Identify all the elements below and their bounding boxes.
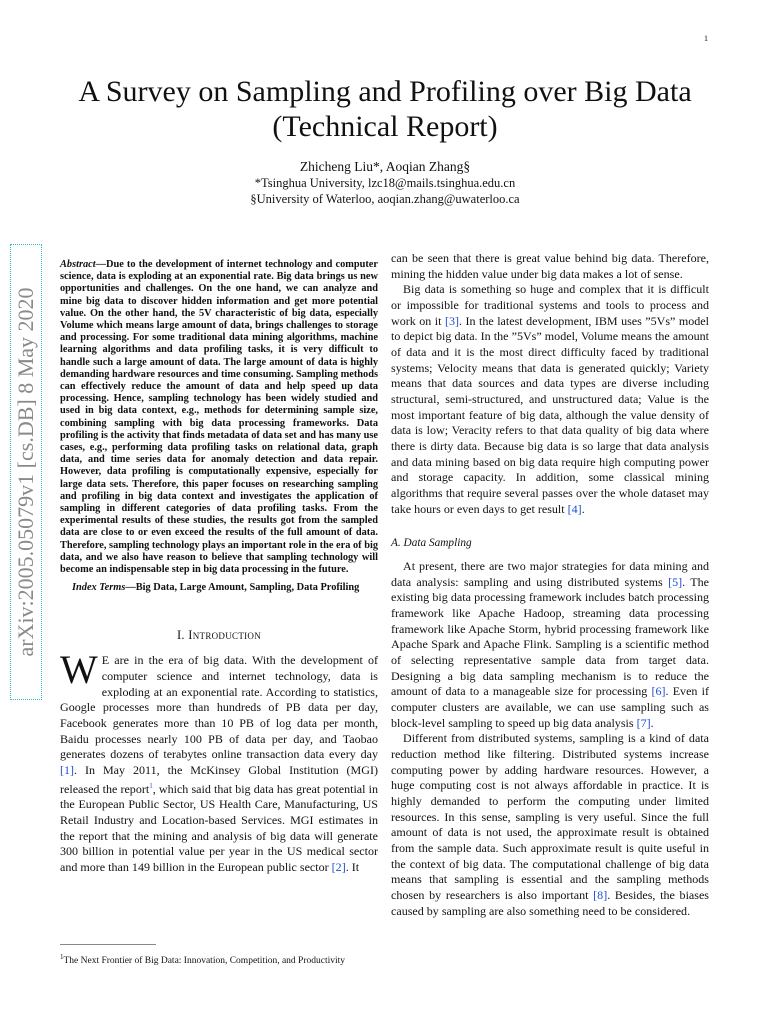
index-terms xyxy=(60,582,378,594)
arxiv-identifier: arXiv:2005.05079v1 [cs.DB] 8 May 2020 xyxy=(13,287,38,657)
affiliation-2: §University of Waterloo, aoqian.zhang@uwaterloo.ca xyxy=(250,192,520,206)
arxiv-stamp[interactable] xyxy=(10,244,42,700)
index-terms-label: Index Terms xyxy=(72,582,126,594)
intro-text-1: E are in the era of big data. With the development of computer science and internet technology, data is exploding at an exponential rate. According to statistics, Google processes more than hundreds of PB data per day, Facebook generates more than 10 PB of log data per month, Baidu processes nearly 100 PB of data per day, and Taobao generates dozens of terabytes online transaction data every day xyxy=(60,653,378,762)
sampling-text-1: At present, there are two major strategies for data mining and data analysis: sampling and using distributed systems xyxy=(391,559,709,589)
citation-link-7[interactable]: [7] xyxy=(636,715,651,730)
citation-link-4[interactable]: [4] xyxy=(567,501,582,516)
bigdata-text-3: . xyxy=(581,501,585,516)
intro-continuation: can be seen that there is great value behind big data. Therefore, mining the hidden value under big data makes a lot of sense. xyxy=(391,251,709,281)
left-column xyxy=(60,259,378,876)
bigdata-text-2: . In the latest development, IBM uses ”5Vs” model to depict big data. In the ”5Vs” model, Volume means the amount of data and it is the most direct difficulty faced by traditional systems; Velocity means that data is generated quickly; Variety means that data sources and data types are diverse including structural, semi-structured, and unstructured data; Value is the most important feature of big data, although the value density of data is low; Veracity refers to that data quality of big data where there is dirty data. Because big data is so large that data analysis and data mining based on big data require high computing power and storage capacity. In addition, some classical mining algorithms that require several passes over the whole dataset may take hours or even days to get result xyxy=(391,313,709,516)
intro-text-3: , which said that big data has great potential in the European Public Sector, US Health Care, Manufacturing, US Retail Industry and Location-based Services. MGI estimates in the report that the mining and analysis of big data will generate 300 billion in potential value per year in the US medical sector and more than 149 billion in the European public sector xyxy=(60,781,378,875)
sampling-text-4: . xyxy=(650,715,654,730)
bigdata-text-1: Big data is something so huge and complex that it is difficult or impossible for traditional systems and tools to process and work on it xyxy=(391,282,709,328)
affiliation-1: *Tsinghua University, lzc18@mails.tsinghua.edu.cn xyxy=(254,176,516,190)
big-data-paragraph xyxy=(391,282,709,517)
page-number: 1 xyxy=(704,34,708,43)
sampling2-text-2: . Besides, the biases caused by sampling are also something need to be considered. xyxy=(391,887,709,918)
subsection-heading-data-sampling: A. Data Sampling xyxy=(391,537,472,550)
footnote-1 xyxy=(60,951,378,967)
citation-link-8[interactable]: [8] xyxy=(593,887,608,902)
right-column xyxy=(391,251,709,919)
sampling-paragraph-1 xyxy=(391,559,709,731)
author-names: Zhicheng Liu*, Aoqian Zhang§ xyxy=(299,159,471,174)
intro-text-2: . In May 2011, the McKinsey Global Institution (MGI) released the report xyxy=(60,763,378,796)
intro-text-4: . It xyxy=(345,860,360,875)
citation-link-2[interactable]: [2] xyxy=(331,860,346,875)
citation-link-6[interactable]: [6] xyxy=(651,684,666,699)
footnote-text: The Next Frontier of Big Data: Innovation, Competition, and Productivity xyxy=(63,956,346,967)
title-line-2: (Technical Report) xyxy=(272,110,498,143)
sampling2-text-1: Different from distributed systems, sampling is a kind of data reduction method like filtering. Distributed systems increase computing power by adding hardware resources. However, a huge computing cost is not always affordable in practice. It is highly demanded to perform the computing under limited resources. In this sense, sampling is very useful. Since the full amount of data is not used, the approximate result is obtained from the sample data. Such approximate result is quite useful in the context of big data. The computational challenge of big data means that sampling is essential and the sampling methods chosen by researchers is also important xyxy=(391,731,709,902)
intro-paragraph xyxy=(60,647,378,875)
index-terms-text: —Big Data, Large Amount, Sampling, Data Profiling xyxy=(125,582,360,594)
citation-link-5[interactable]: [5] xyxy=(668,574,683,589)
sampling-text-3: . Even if computer clusters are available, we can use sampling such as block-level sampling to speed up big data analysis xyxy=(391,684,709,730)
author-block xyxy=(40,158,730,207)
abstract xyxy=(60,259,378,576)
citation-link-1[interactable]: [1] xyxy=(60,763,75,778)
dropcap-letter: W xyxy=(60,647,98,693)
sampling-text-2: . The existing big data processing framework includes batch processing framework like Apache Hadoop, streaming data processing framework like Apache Storm, hybrid processing framework like Apache Spark and Apache Flink. Sampling is a scientific method of selecting representative sample data from target data. Designing a big data sampling mechanism is to reduce the amount of data to a manageable size for processing xyxy=(391,574,709,699)
footnote-divider xyxy=(60,944,156,945)
footnote-mark-1[interactable]: 1 xyxy=(149,781,153,790)
title-line-1: A Survey on Sampling and Profiling over Big Data xyxy=(78,75,692,108)
citation-link-3[interactable]: [3] xyxy=(444,313,459,328)
section-heading-introduction: I. Introduction xyxy=(176,628,262,643)
abstract-label: Abstract xyxy=(60,259,96,270)
abstract-text: —Due to the development of internet technology and computer science, data is exploding at an exponential rate. Big data brings us new opportunities and challenges. On the one hand, we can analyze and mine big data to discover hidden information and get more potential value. On the other hand, the 5V characteristic of big data, especially Volume which means large amount of data, brings challenges to storage and processing. For some traditional data mining algorithms, machine learning algorithms and data profiling tasks, it is very difficult to handle such a large amount of data. The large amount of data is highly demanding hardware resources and time consuming. Sampling methods can effectively reduce the amount of data and help speed up data processing. Hence, sampling technology has been widely studied and used in big data context, e.g., methods for determining sample size, combining sampling with big data processing frameworks. Data profiling is the activity that finds metadata of data set and has many use cases, e.g., performing data profiling tasks on relational data, graph data, and time series data for anomaly detection and data repair. However, data profiling is computationally expensive, especially for large data sets. Therefore, this paper focuses on researching sampling and profiling in big data context and investigates the application of sampling in different categories of data profiling tasks. From the experimental results of these studies, the results got from the sampled data are close to or even exceed the results of the full amount of data. Therefore, sampling technology plays an important role in the era of big data, and we also have reason to believe that sampling technology will become an indispensable step in big data processing in the future. xyxy=(60,259,378,576)
sampling-paragraph-2 xyxy=(391,731,709,919)
footnote-number: 1 xyxy=(60,953,64,961)
paper-title xyxy=(40,74,730,144)
